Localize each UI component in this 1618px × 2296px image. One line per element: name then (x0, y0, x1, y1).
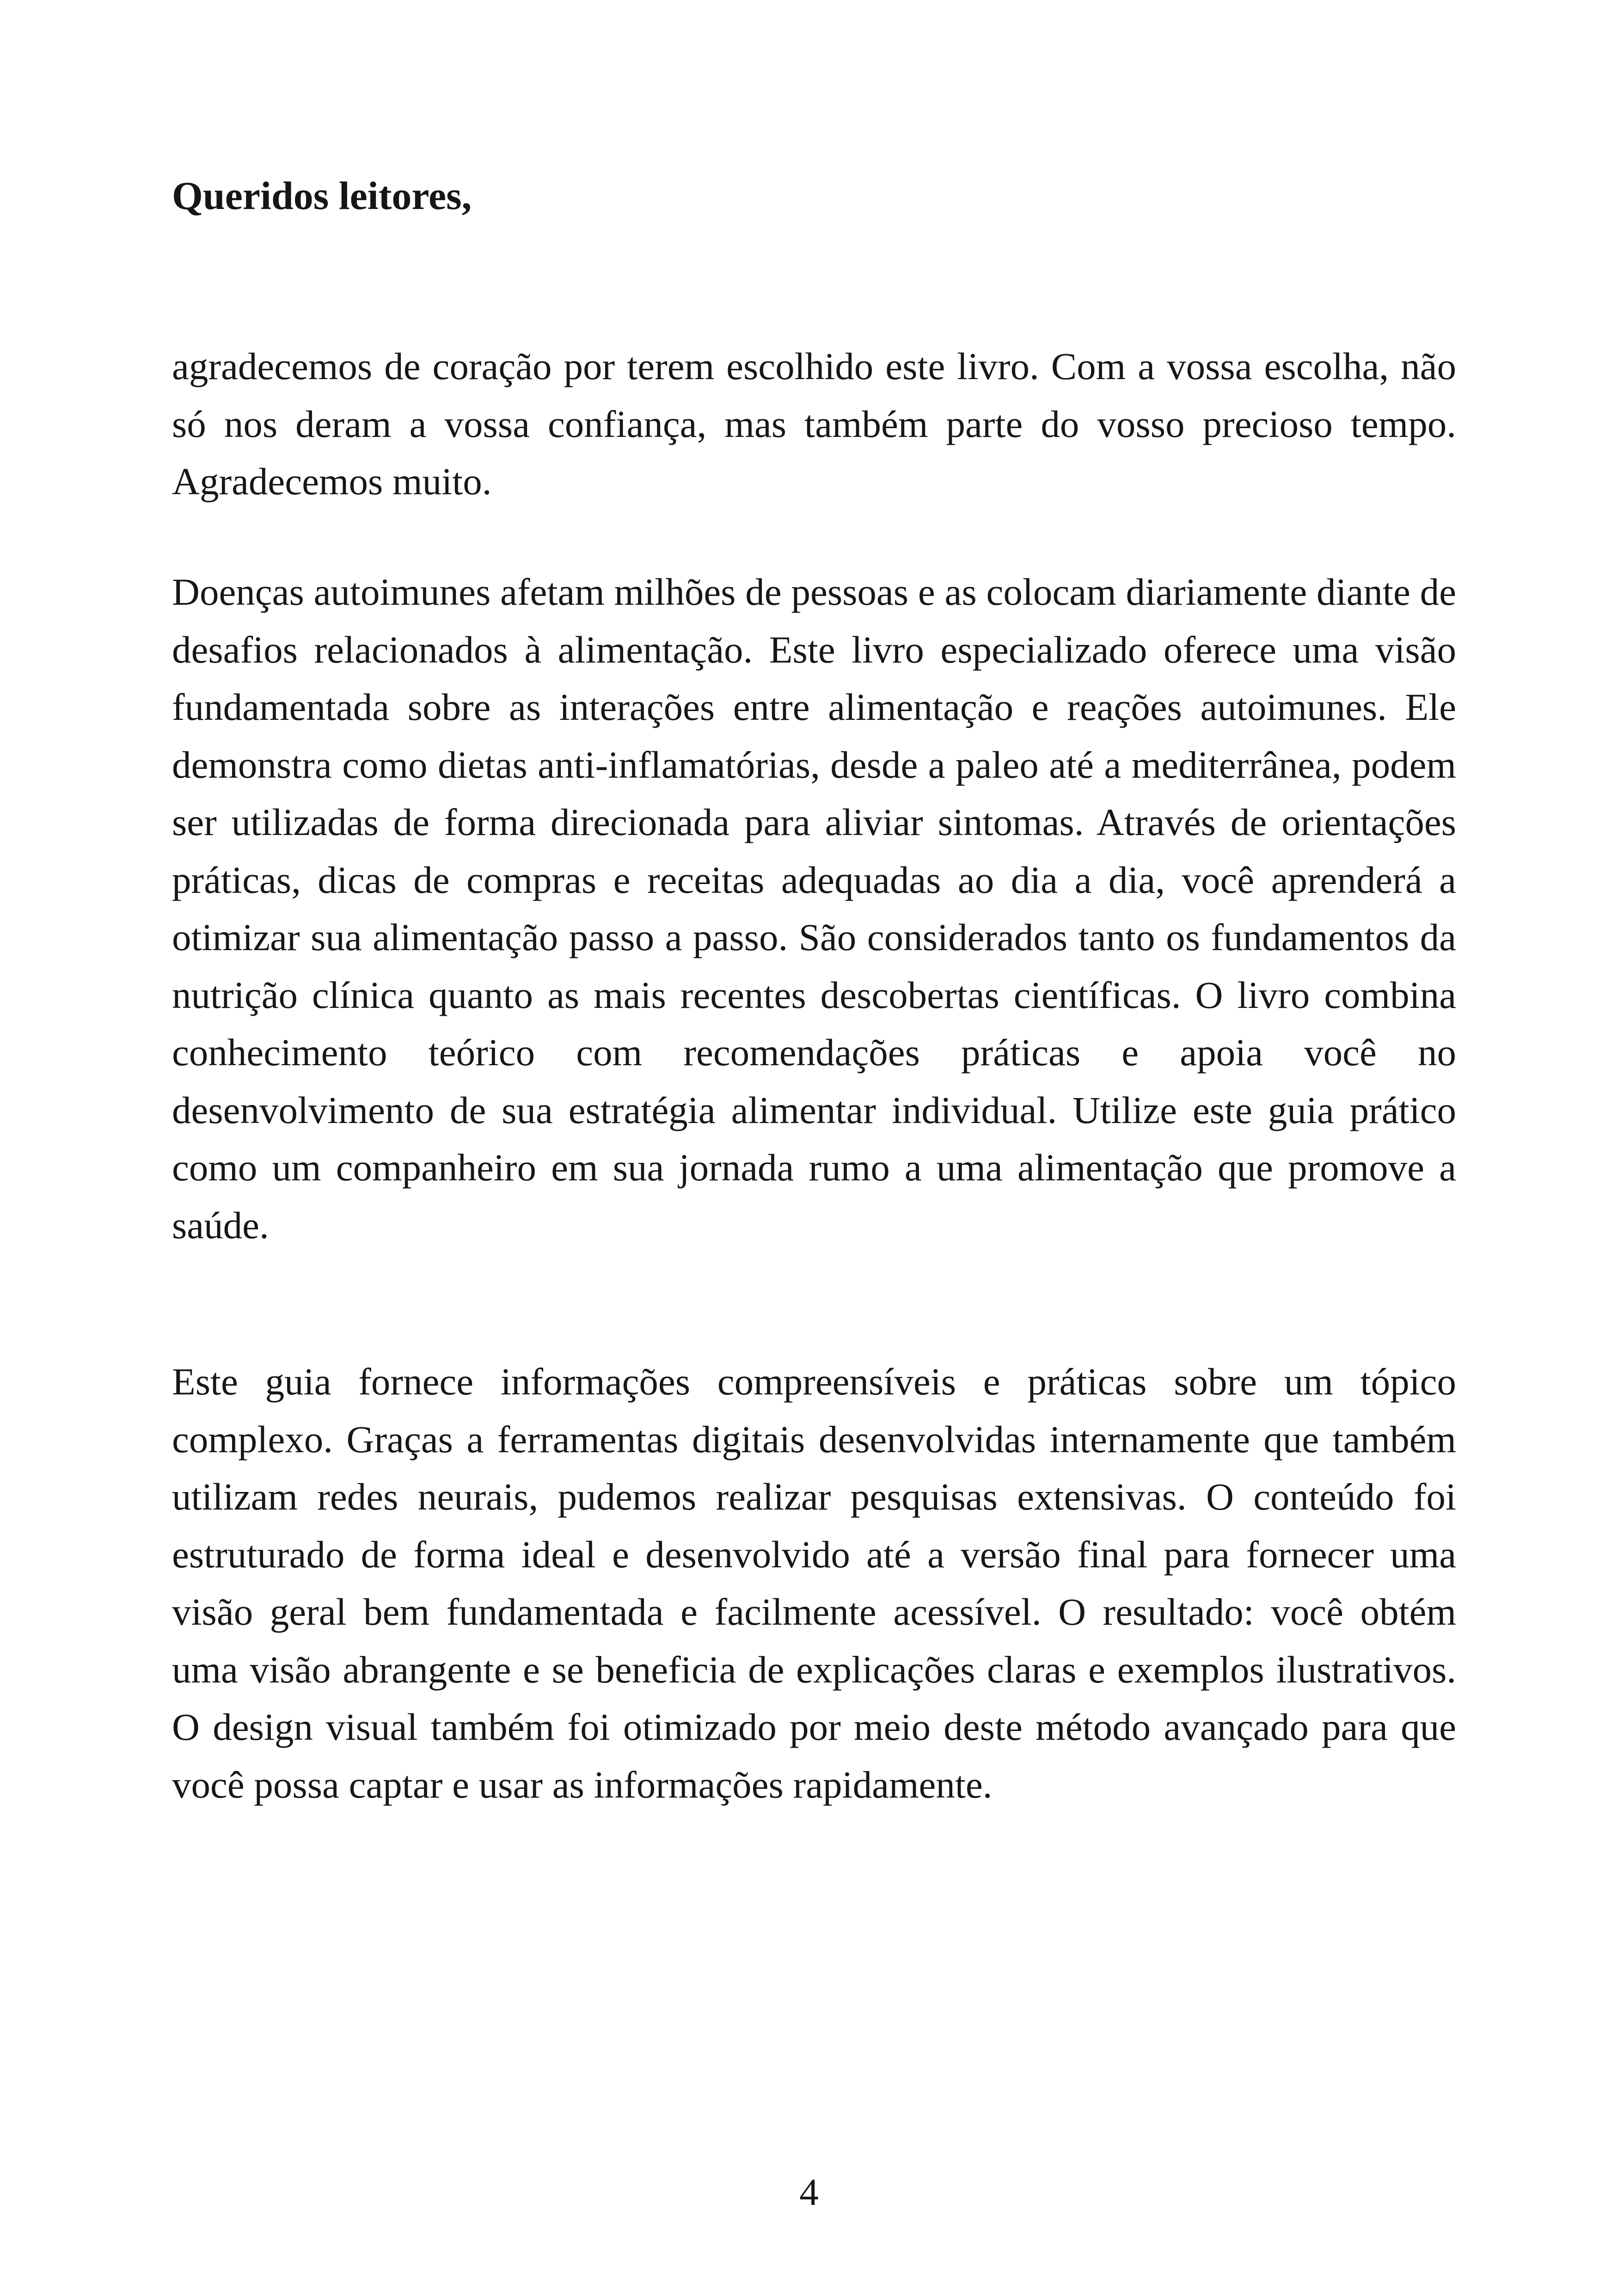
paragraph-thanks: agradecemos de coração por terem escolhido este livro. Com a vossa escolha, não só nos deram a vossa confiança, mas também parte do vosso precioso tempo. Agradecemos muito. (172, 345, 1456, 503)
paragraph-book-overview: Doenças autoimunes afetam milhões de pessoas e as colocam diariamente diante de desafios relacionados à alimentação. Este livro especializado oferece uma visão fundamentada sobre as interações entre alimentação e reações autoimunes. Ele demonstra como dietas anti-inflamatórias, desde a paleo até a mediterrânea, podem ser utilizadas de forma direcionada para aliviar sintomas. Através de orientações práticas, dicas de compras e receitas adequadas ao dia a dia, você aprenderá a otimizar sua alimentação passo a passo. São considerados tanto os fundamentos da nutrição clínica quanto as mais recentes descobertas científicas. O livro combina conhecimento teórico com recomendações práticas e apoia você no desenvolvimento de sua estratégia alimentar individual. Utilize este guia prático como um companheiro em sua jornada rumo a uma alimentação que promove a saúde. (172, 571, 1456, 1246)
greeting-heading: Queridos leitores, (172, 173, 472, 218)
paragraph-guide-method: Este guia fornece informações compreensíveis e práticas sobre um tópico complexo. Graças a ferramentas digitais desenvolvidas internamente que também utilizam redes neurais, pudemos realizar pesquisas extensivas. O conteúdo foi estruturado de forma ideal e desenvolvido até a versão final para fornecer uma visão geral bem fundamentada e facilmente acessível. O resultado: você obtém uma visão abrangente e se beneficia de explicações claras e exemplos ilustrativos. O design visual também foi otimizado por meio deste método avançado para que você possa captar e usar as informações rapidamente. (172, 1360, 1456, 1806)
page-number: 4 (799, 2171, 819, 2213)
